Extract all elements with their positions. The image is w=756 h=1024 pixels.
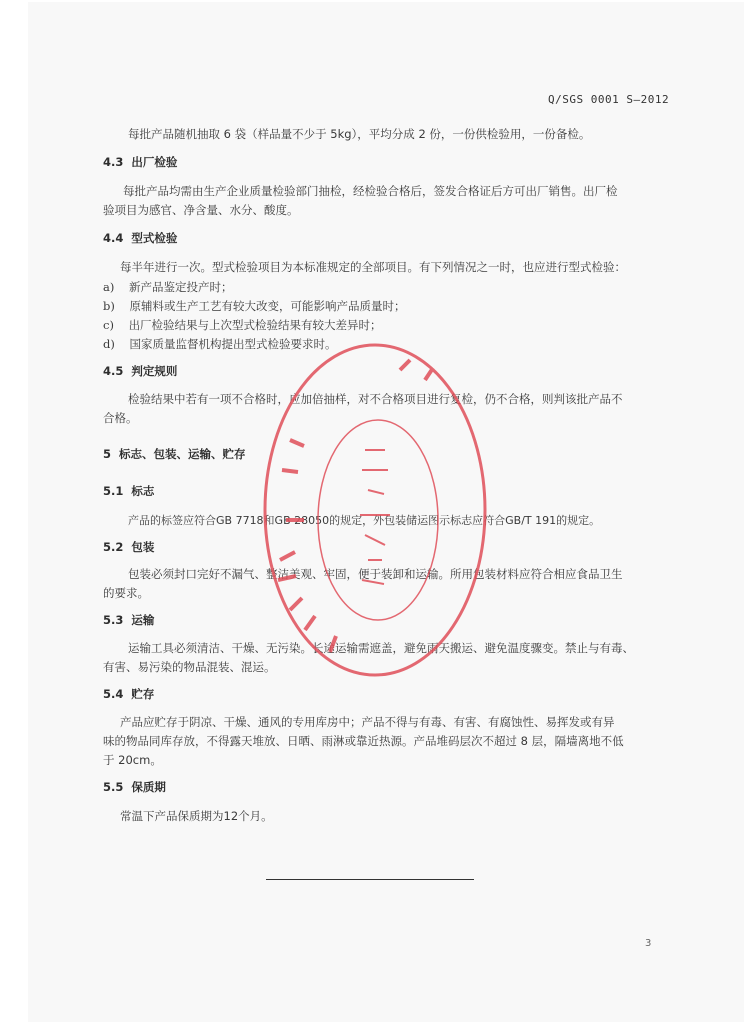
- section-title: 型式检验: [131, 231, 178, 245]
- section-title: 标志、包装、运输、贮存: [119, 447, 246, 461]
- section-number: 5.1: [103, 484, 124, 498]
- paragraph-line: 每批产品均需由生产企业质量检验部门抽检，经检验合格后，签发合格证后方可出厂销售。出厂检: [123, 184, 618, 198]
- section-number: 5.2: [103, 540, 124, 554]
- paragraph-line: 合格。: [103, 411, 138, 425]
- end-rule: [266, 879, 474, 880]
- paragraph-line: 常温下产品保质期为12个月。: [120, 809, 273, 823]
- section-number: 5.3: [103, 613, 124, 627]
- list-item-label: d): [103, 337, 115, 351]
- list-item: [103, 279, 232, 295]
- section-title: 出厂检验: [131, 155, 178, 169]
- section-heading-5-4: [103, 686, 154, 702]
- paragraph-line: 包装必须封口完好不漏气、整洁美观、牢固，便于装卸和运输。所用包装材料应符合相应食品卫生: [128, 567, 623, 581]
- section-heading-4-3: [103, 154, 177, 170]
- section-title: 包装: [131, 540, 155, 554]
- section-title: 判定规则: [131, 364, 178, 378]
- section-heading-4-5: [103, 363, 177, 379]
- section-heading-5-3: [103, 612, 154, 628]
- section-number: 5.4: [103, 687, 124, 701]
- document-page: [28, 2, 744, 1022]
- paragraph-line: 于 20cm。: [103, 753, 162, 767]
- section-title: 标志: [131, 484, 155, 498]
- section-title: 贮存: [131, 687, 155, 701]
- list-item-text: 新产品鉴定投产时；: [128, 280, 233, 294]
- list-item-label: c): [103, 318, 114, 332]
- paragraph-line: 的要求。: [103, 586, 149, 600]
- list-item: [103, 298, 405, 314]
- list-item: [103, 317, 382, 333]
- paragraph-line: 产品应贮存于阴凉、干燥、通风的专用库房中；产品不得与有毒、有害、有腐蚀性、易挥发或有异: [120, 715, 615, 729]
- paragraph-line: 检验结果中若有一项不合格时，应加倍抽样，对不合格项目进行复检，仍不合格，则判该批产品不: [128, 392, 623, 406]
- paragraph-line: 产品的标签应符合GB 7718和GB 28050的规定，外包装储运图示标志应符合GB/T 191的规定。: [128, 514, 601, 527]
- page-number: 3: [645, 938, 652, 949]
- section-heading-5-1: [103, 483, 154, 499]
- paragraph-line: 每批产品随机抽取 6 袋（样品量不少于 5kg），平均分成 2 份，一份供检验用，一份备检。: [128, 127, 591, 141]
- section-title: 保质期: [131, 780, 166, 794]
- section-heading-5: [103, 446, 246, 462]
- paragraph-line: 运输工具必须清洁、干燥、无污染。长途运输需遮盖，避免雨天搬运、避免温度骤变。禁止与有毒、: [128, 641, 634, 655]
- section-number: 5.5: [103, 780, 124, 794]
- list-item-text: 国家质量监督机构提出型式检验要求时。: [129, 337, 337, 351]
- section-number: 4.4: [103, 231, 124, 245]
- list-item: [103, 336, 336, 352]
- list-item-text: 原辅料或生产工艺有较大改变，可能影响产品质量时；: [129, 299, 406, 313]
- section-heading-5-2: [103, 539, 154, 555]
- paragraph-line: 验项目为感官、净含量、水分、酸度。: [103, 203, 299, 217]
- section-heading-5-5: [103, 779, 166, 795]
- list-item-label: a): [103, 280, 115, 294]
- paragraph-line: 味的物品同库存放，不得露天堆放、日晒、雨淋或靠近热源。产品堆码层次不超过 8 层，隔墙离地不低: [103, 734, 624, 748]
- paragraph-line: 有害、易污染的物品混装、混运。: [103, 660, 276, 674]
- list-item-label: b): [103, 299, 115, 313]
- list-item-text: 出厂检验结果与上次型式检验结果有较大差异时；: [128, 318, 382, 332]
- section-number: 4.3: [103, 155, 124, 169]
- section-heading-4-4: [103, 230, 177, 246]
- paragraph-line: 每半年进行一次。型式检验项目为本标准规定的全部项目。有下列情况之一时，也应进行型式检验：: [120, 260, 626, 274]
- standard-code: Q/SGS 0001 S—2012: [548, 93, 670, 106]
- section-number: 4.5: [103, 364, 124, 378]
- section-title: 运输: [131, 613, 155, 627]
- section-number: 5: [103, 447, 112, 461]
